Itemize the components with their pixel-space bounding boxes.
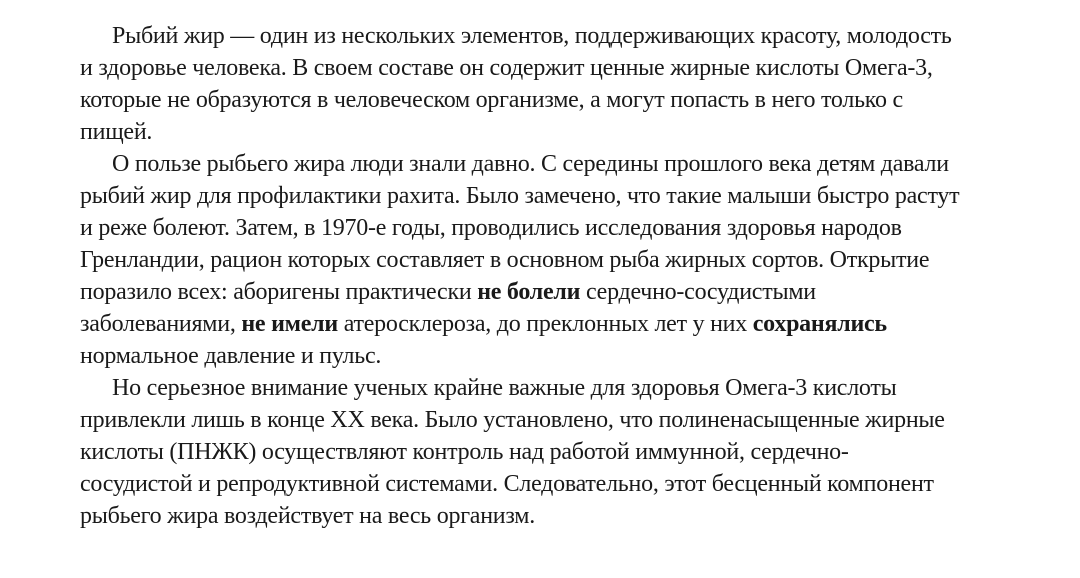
- bold-emphasis: сохранялись: [752, 311, 887, 337]
- paragraph-2-line-3: и реже болеют. Затем, в 1970-е годы, проводились исследования здоровья народов: [80, 215, 902, 241]
- bold-emphasis: не болели: [477, 279, 581, 305]
- paragraph-2-line-4: Гренландии, рацион которых составляет в основном рыба жирных сортов. Открытие: [80, 247, 930, 273]
- paragraph-3-line-4: сосудистой и репродуктивной системами. Следовательно, этот бесценный компонент: [80, 471, 934, 497]
- line-text: сердечно-сосудистыми: [580, 279, 816, 305]
- paragraph-2-line-7: нормальное давление и пульс.: [80, 343, 382, 369]
- paragraph-1-line-4: пищей.: [80, 119, 153, 145]
- paragraph-1-line-2: и здоровье человека. В своем составе он содержит ценные жирные кислоты Омега-3,: [80, 55, 933, 81]
- paragraph-2-line-2: рыбий жир для профилактики рахита. Было замечено, что такие малыши быстро растут: [80, 183, 960, 209]
- bold-emphasis: не имели: [241, 311, 338, 337]
- line-text: заболеваниями,: [80, 311, 242, 337]
- paragraph-2-line-5: [80, 276, 816, 308]
- line-text: атеросклероза, до преклонных лет у них: [337, 311, 753, 337]
- paragraph-1-line-1: Рыбий жир — один из нескольких элементов, поддерживающих красоту, молодость: [112, 23, 952, 49]
- paragraph-3-line-3: кислоты (ПНЖК) осуществляют контроль над работой иммунной, сердечно-: [80, 439, 849, 465]
- paragraph-1-line-3: которые не образуются в человеческом организме, а могут попасть в него только с: [80, 87, 903, 113]
- document-page: [0, 20, 1080, 560]
- paragraph-3-line-1: Но серьезное внимание ученых крайне важные для здоровья Омега-3 кислоты: [112, 375, 897, 401]
- paragraph-2-line-1: О пользе рыбьего жира люди знали давно. С середины прошлого века детям давали: [112, 151, 949, 177]
- paragraph-3-line-5: рыбьего жира воздействует на весь организм.: [80, 503, 535, 529]
- line-text: поразило всех: аборигены практически: [80, 279, 478, 305]
- paragraph-2-line-6: [80, 308, 887, 340]
- paragraph-3-line-2: привлекли лишь в конце XX века. Было установлено, что полиненасыщенные жирные: [80, 407, 945, 433]
